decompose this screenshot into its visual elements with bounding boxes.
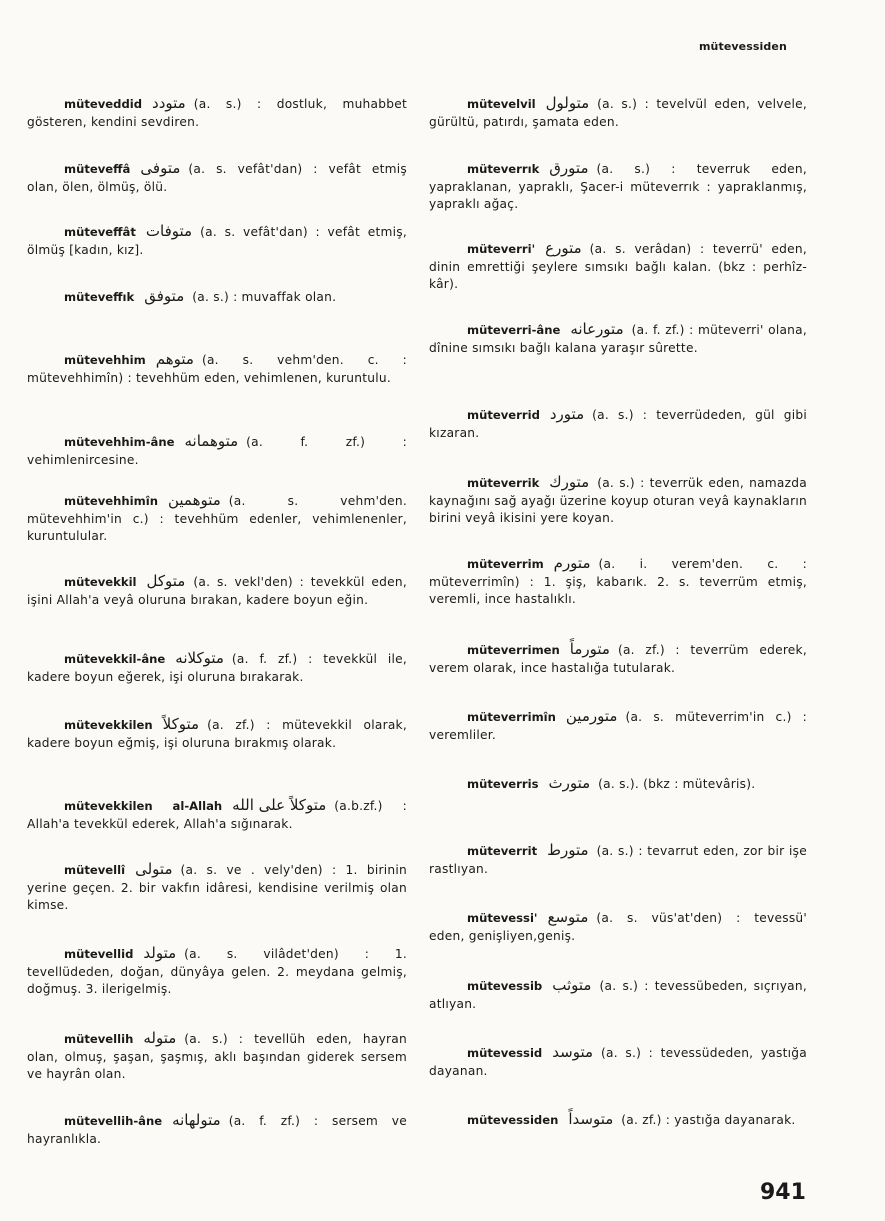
- entry-arabic: متوكلاً: [162, 715, 200, 733]
- entry-headword: mütevellî: [64, 863, 126, 877]
- entry-definition: (a. s. vilâdet'den) : 1. tevellüdeden, doğan, dünyâya gelen. 2. meydana gelmiş, doğmuş. 3. ilerigelmiş.: [27, 947, 407, 996]
- entry-arabic: متوثب: [552, 976, 592, 994]
- dictionary-entry: [429, 240, 807, 294]
- dictionary-entry: [429, 909, 807, 945]
- entry-definition: (a. s.) : dostluk, muhabbet gösteren, kendini sevdiren.: [27, 97, 407, 129]
- entry-headword: mütevekkilen: [64, 718, 153, 732]
- entry-definition: (a. s.) : teverrüdeden, gül gibi kızaran.: [429, 408, 807, 440]
- entry-headword: mütevekkil-âne: [64, 652, 166, 666]
- entry-headword: müteverris: [467, 777, 539, 791]
- entry-headword: müteveddid: [64, 97, 143, 111]
- entry-arabic: متورم: [553, 554, 591, 572]
- entry-definition: (a. s.) : muvaffak olan.: [192, 290, 337, 304]
- entry-arabic: متوهمانه: [184, 432, 239, 450]
- entry-headword: mütevellih-âne: [64, 1114, 163, 1128]
- dictionary-entry: [27, 1030, 407, 1084]
- entry-definition: (a. s. verâdan) : teverrü' eden, dinin emrettiği şeylere sımsıkı bağlı kalan. (bkz : perhîz-kâr).: [429, 242, 807, 291]
- entry-headword: müteverrik: [467, 476, 540, 490]
- entry-headword: mütevehhim: [64, 353, 146, 367]
- dictionary-entry: [27, 351, 407, 387]
- entry-arabic: متولهانه: [172, 1111, 221, 1129]
- entry-definition: (a. f. zf.) : tevekkül ile, kadere boyun eğerek, işi oluruna bırakarak.: [27, 652, 407, 684]
- dictionary-entry: [27, 573, 407, 609]
- dictionary-entry: [27, 797, 407, 833]
- entry-headword: mütevessi': [467, 911, 538, 925]
- entry-headword: mütevekkilen al-Allah: [64, 799, 223, 813]
- entry-arabic: متورمين: [565, 707, 618, 725]
- entry-headword: mütevessiden: [467, 1113, 559, 1127]
- entry-arabic: متوفق: [144, 287, 185, 305]
- entry-arabic: متوهمين: [167, 491, 221, 509]
- entry-definition: (a. s. ve . vely'den) : 1. birinin yerine geçen. 2. bir vakfın idâresi, kendisine verilmiş olan kimse.: [27, 863, 407, 912]
- entry-definition: (a. s. müteverrim'in c.) : veremliler.: [429, 710, 807, 742]
- dictionary-entry: [27, 492, 407, 546]
- entry-headword: müteveffık: [64, 290, 135, 304]
- entry-definition: (a. zf.) : mütevekkil olarak, kadere boyun eğmiş, işi oluruna bırakmış olarak.: [27, 718, 407, 750]
- entry-headword: mütevehhimîn: [64, 494, 158, 508]
- entry-definition: (a. f. zf.) : sersem ve hayranlıkla.: [27, 1114, 407, 1146]
- entry-arabic: متورث: [548, 774, 591, 792]
- entry-headword: müteverrid: [467, 408, 540, 422]
- entry-definition: (a. s.) : tevessübeden, sıçrıyan, atlıyan.: [429, 979, 807, 1011]
- entry-definition: (a. s. vüs'at'den) : tevessü' eden, genişliyen,geniş.: [429, 911, 807, 943]
- dictionary-entry: [429, 555, 807, 609]
- entry-headword: müteveffât: [64, 225, 136, 239]
- entry-arabic: متوفى: [140, 159, 181, 177]
- entry-headword: müteverrimîn: [467, 710, 556, 724]
- entry-definition: (a. i. verem'den. c. : müteverrimîn) : 1. şiş, kabarık. 2. s. teverrüm etmiş, veremli, ince hastalıklı.: [429, 557, 807, 606]
- entry-arabic: متورط: [547, 841, 589, 859]
- entry-arabic: متوفات: [145, 222, 193, 240]
- entry-arabic: متوهم: [155, 350, 194, 368]
- dictionary-entry: [429, 708, 807, 744]
- dictionary-entry: [429, 160, 807, 214]
- dictionary-entry: [429, 1044, 807, 1080]
- entry-definition: (a. s. vefât'dan) : vefât etmiş, ölmüş [kadın, kız].: [27, 225, 407, 257]
- dictionary-entry: [27, 433, 407, 469]
- entry-arabic: متوسد: [552, 1043, 594, 1061]
- page-number: 941: [760, 1180, 806, 1205]
- entry-headword: mütevessid: [467, 1046, 543, 1060]
- entry-definition: (a. s. vefât'dan) : vefât etmiş olan, ölen, ölmüş, ölü.: [27, 162, 407, 194]
- dictionary-entry: [27, 861, 407, 915]
- dictionary-entry: [429, 406, 807, 442]
- entry-headword: müteverrim: [467, 557, 544, 571]
- entry-headword: mütevessib: [467, 979, 543, 993]
- entry-definition: (a. s.) : tevelvül eden, velvele, gürültü, patırdı, şamata eden.: [429, 97, 807, 129]
- entry-arabic: متورعانه: [570, 320, 624, 338]
- entry-arabic: متولد: [143, 944, 177, 962]
- entry-arabic: متورد: [549, 405, 585, 423]
- dictionary-entry: [429, 775, 807, 794]
- entry-definition: (a. s.) : teverrük eden, namazda kaynağını sağ ayağı üzerine koyup oturan veyâ kaynakların birini veyâ ikisini yere koyan.: [429, 476, 807, 525]
- dictionary-entry: [429, 641, 807, 677]
- entry-arabic: متوسداً: [568, 1110, 614, 1128]
- entry-definition: (a.b.zf.) : Allah'a tevekkül ederek, Allah'a sığınarak.: [27, 799, 407, 831]
- entry-definition: (a. f. zf.) : müteverri' olana, dînine sımsıkı bağlı kalana yaraşır sûrette.: [429, 323, 807, 355]
- dictionary-entry: [429, 977, 807, 1013]
- entry-arabic: متوسع: [547, 908, 589, 926]
- entry-headword: mütevelvil: [467, 97, 536, 111]
- entry-definition: (a. zf.) : teverrüm ederek, verem olarak, ince hastalığa tutularak.: [429, 643, 807, 675]
- entry-arabic: متوكلانه: [175, 649, 224, 667]
- entry-headword: mütevellih: [64, 1032, 134, 1046]
- entry-arabic: متوله: [143, 1029, 177, 1047]
- entry-definition: (a. s.) : tevarrut eden, zor bir işe rastlıyan.: [429, 844, 807, 876]
- entry-arabic: متوكلاً على الله: [232, 796, 327, 814]
- dictionary-entry: [27, 1112, 407, 1148]
- entry-headword: müteverri-âne: [467, 323, 561, 337]
- entry-headword: müteverrimen: [467, 643, 560, 657]
- entry-definition: (a. s. vehm'den. mütevehhim'in c.) : tevehhüm edenler, vehimlenenler, kuruntulular.: [27, 494, 407, 543]
- entry-arabic: متورع: [545, 239, 582, 257]
- entry-arabic: متورماً: [569, 640, 610, 658]
- dictionary-entry: [429, 474, 807, 528]
- dictionary-entry: [27, 95, 407, 131]
- entry-definition: (a. zf.) : yastığa dayanarak.: [621, 1113, 796, 1127]
- dictionary-entry: [27, 945, 407, 999]
- entry-definition: (a. s.) : teverruk eden, yapraklanan, yapraklı, Şacer-i müteverrık : yapraklanmış, yapraklı ağaç.: [429, 162, 807, 211]
- entry-definition: (a. f. zf.) : vehimlenircesine.: [27, 435, 407, 467]
- entry-headword: müteverrit: [467, 844, 538, 858]
- entry-definition: (a. s. vehm'den. c. : mütevehhimîn) : tevehhüm eden, vehimlenen, kuruntulu.: [27, 353, 407, 385]
- dictionary-entry: [27, 288, 407, 307]
- entry-definition: (a. s.) : tevellüh eden, hayran olan, olmuş, şaşan, şaşmış, aklı başından giderek sersem ve hayrân olan.: [27, 1032, 407, 1081]
- dictionary-entry: [27, 160, 407, 196]
- dictionary-entry: [27, 650, 407, 686]
- dictionary-entry: [429, 95, 807, 131]
- entry-arabic: متوكل: [146, 572, 186, 590]
- entry-headword: mütevekkil: [64, 575, 137, 589]
- entry-arabic: متورك: [549, 473, 590, 491]
- entry-headword: müteverri': [467, 242, 536, 256]
- dictionary-entry: [27, 716, 407, 752]
- entry-definition: (a. s. vekl'den) : tevekkül eden, işini Allah'a veyâ oluruna bırakan, kadere boyun eğin.: [27, 575, 407, 607]
- entry-arabic: متورق: [549, 159, 589, 177]
- entry-headword: mütevehhim-âne: [64, 435, 175, 449]
- entry-arabic: متولول: [545, 94, 590, 112]
- dictionary-entry: [429, 842, 807, 878]
- entry-headword: müteveffâ: [64, 162, 131, 176]
- entry-definition: (a. s.). (bkz : mütevâris).: [598, 777, 756, 791]
- entry-arabic: متولى: [135, 860, 173, 878]
- dictionary-entry: [429, 1111, 807, 1130]
- dictionary-entry: [429, 321, 807, 357]
- running-head: mütevessiden: [699, 40, 787, 53]
- dictionary-entry: [27, 223, 407, 259]
- entry-arabic: متودد: [152, 94, 186, 112]
- entry-definition: (a. s.) : tevessüdeden, yastığa dayanan.: [429, 1046, 807, 1078]
- entry-headword: mütevellid: [64, 947, 134, 961]
- entry-headword: müteverrık: [467, 162, 540, 176]
